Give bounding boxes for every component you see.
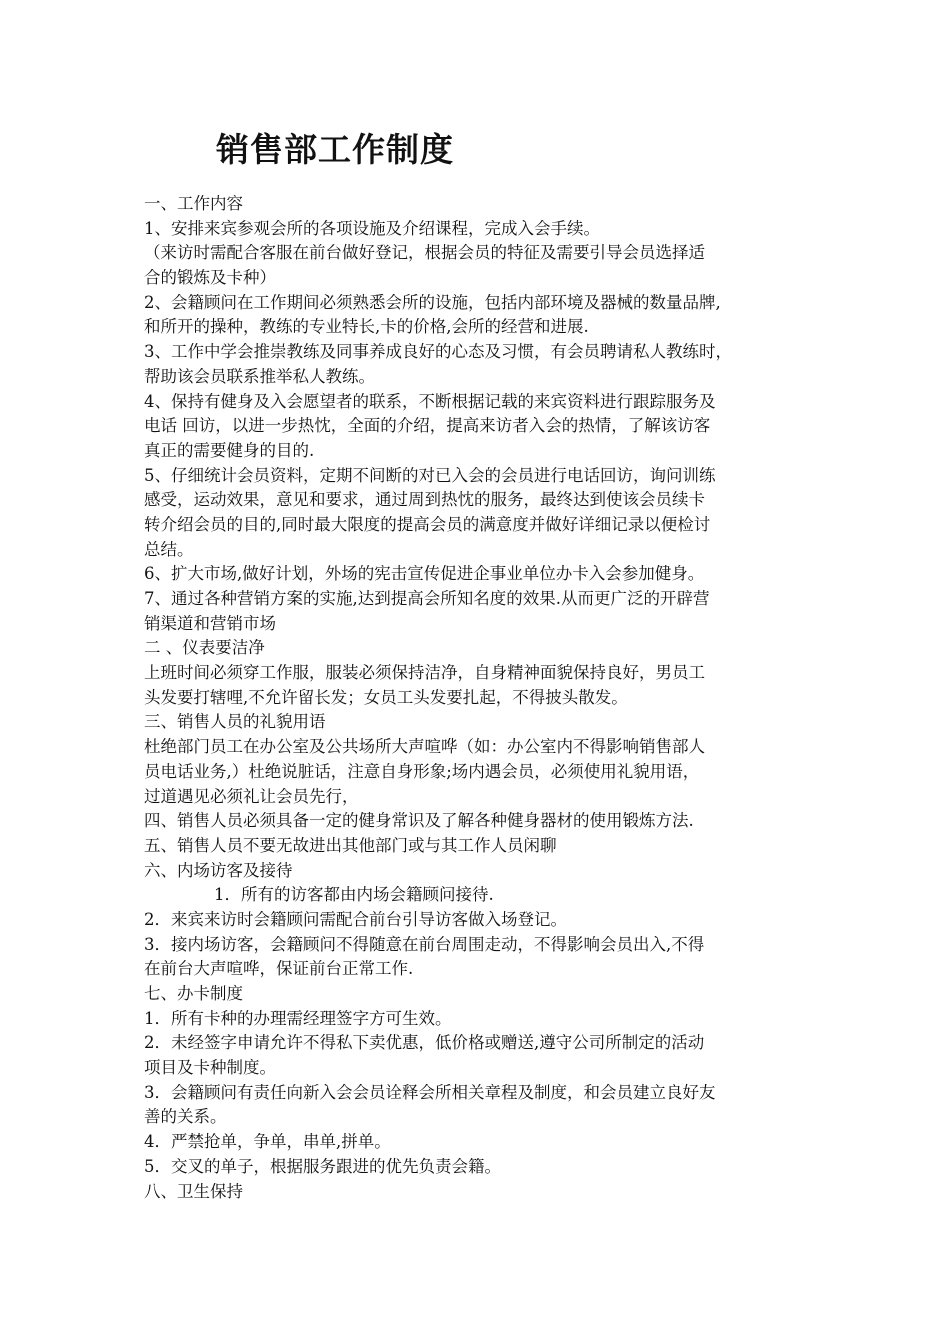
text-line: 转介绍会员的目的,同时最大限度的提高会员的满意度并做好详细记录以便检讨 xyxy=(144,514,711,534)
text-line: 上班时间必须穿工作服，服装必须保持洁净，自身精神面貌保持良好，男员工 xyxy=(144,663,705,683)
document-body xyxy=(144,192,820,1204)
text-line: 1．所有卡种的办理需经理签字方可生效。 xyxy=(144,1008,452,1028)
text-line: 一、工作内容 xyxy=(144,194,243,213)
text-line: 2．来宾来访时会籍顾问需配合前台引导访客做入场登记。 xyxy=(144,909,567,929)
text-line: 善的关系。 xyxy=(144,1107,227,1127)
text-line: 5、仔细统计会员资料，定期不间断的对已入会的会员进行电话回访，询问训练 xyxy=(144,465,716,485)
text-line: 1、安排来宾参观会所的各项设施及介绍课程，完成入会手续。 xyxy=(144,218,600,238)
section-heading: 五、销售人员不要无故进出其他部门或与其工作人员闲聊 xyxy=(144,835,557,855)
text-line: 3．接内场访客，会籍顾问不得随意在前台周围走动，不得影响会员出入,不得 xyxy=(144,934,705,954)
text-line: 和所开的操种，教练的专业特长,卡的价格,会所的经营和进展. xyxy=(144,317,589,337)
text-line: 4．严禁抢单，争单，串单,拼单。 xyxy=(144,1132,391,1152)
text-line: 真正的需要健身的目的. xyxy=(144,440,315,460)
text-line: 头发要打辖哩,不允许留长发；女员工头发要扎起，不得披头散发。 xyxy=(144,687,628,707)
section-heading: 六、内场访客及接待 xyxy=(144,860,293,880)
text-line: 5．交叉的单子，根据服务跟进的优先负责会籍。 xyxy=(144,1156,501,1176)
text-line: 杜绝部门员工在办公室及公共场所大声喧哗（如：办公室内不得影响销售部人 xyxy=(144,737,705,757)
text-line: 3、工作中学会推崇教练及同事养成良好的心态及习惯，有会员聘请私人教练时， xyxy=(144,342,732,362)
text-line: 7、通过各种营销方案的实施,达到提高会所知名度的效果.从而更广泛的开辟营 xyxy=(144,589,710,608)
section-heading: 八、卫生保持 xyxy=(144,1181,243,1201)
text-line: 帮助该会员联系推举私人教练。 xyxy=(144,366,375,386)
text-line: （来访时需配合客服在前台做好登记，根据会员的特征及需要引导会员选择适 xyxy=(144,243,705,263)
text-line: 感受，运动效果，意见和要求，通过周到热忱的服务，最终达到使该会员续卡 xyxy=(144,490,705,510)
text-line: 2、会籍顾问在工作期间必须熟悉会所的设施，包括内部环境及器械的数量品牌, xyxy=(144,292,721,312)
text-line: 4、保持有健身及入会愿望者的联系，不断根据记载的来宾资料进行跟踪服务及 xyxy=(144,391,716,411)
text-line: 合的锻炼及卡种） xyxy=(144,268,276,288)
text-line: 在前台大声喧哗，保证前台正常工作. xyxy=(144,959,414,979)
text-line: 总结。 xyxy=(144,539,194,559)
text-line: 2．未经签字申请允许不得私下卖优惠，低价格或赠送,遵守公司所制定的活动 xyxy=(144,1033,705,1053)
section-heading: 三、销售人员的礼貌用语 xyxy=(144,712,326,732)
document-title: 销售部工作制度 xyxy=(216,130,454,169)
text-line: 电话 回访，以进一步热忱，全面的介绍，提高来访者入会的热情，了解该访客 xyxy=(144,416,711,436)
text-line: 员电话业务,）杜绝说脏话，注意自身形象;场内遇会员，必须使用礼貌用语， xyxy=(144,761,700,781)
text-line: 1．所有的访客都由内场会籍顾问接待. xyxy=(214,885,494,905)
text-line: 6、扩大市场,做好计划，外场的宪击宣传促进企事业单位办卡入会参加健身。 xyxy=(144,564,705,584)
section-heading: 四、销售人员必须具备一定的健身常识及了解各种健身器材的使用锻炼方法. xyxy=(144,811,694,831)
text-line: 销渠道和营销市场 xyxy=(144,613,276,633)
text-line: 过道遇见必须礼让会员先行， xyxy=(144,786,359,806)
text-line: 项目及卡种制度。 xyxy=(144,1058,276,1078)
text-line: 3．会籍顾问有责任向新入会会员诠释会所相关章程及制度，和会员建立良好友 xyxy=(144,1082,716,1102)
section-heading: 二 、仪表要洁净 xyxy=(144,638,265,658)
section-heading: 七、办卡制度 xyxy=(144,984,243,1003)
